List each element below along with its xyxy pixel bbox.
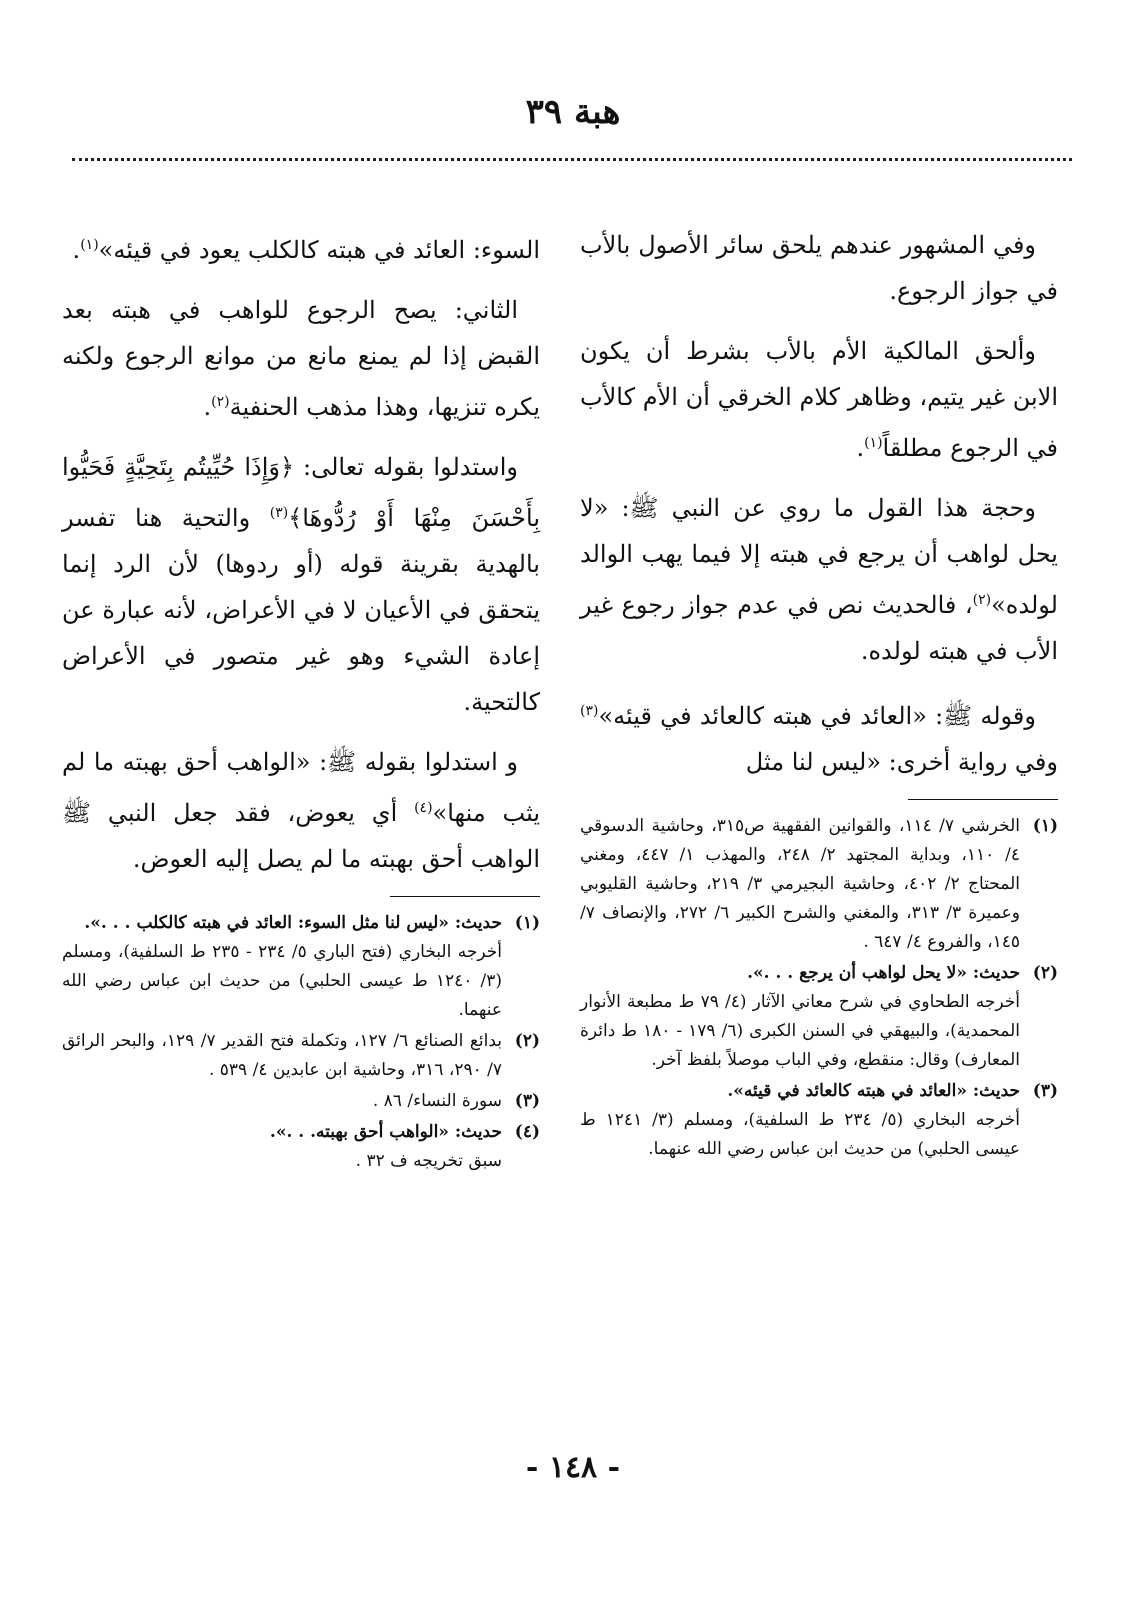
paragraph: الثاني: يصح الرجوع للواهب في هبته بعد القبض إذا لم يمنع مانع من موانع الرجوع ولكنه يكره تنزيها، وهذا مذهب الحنفية$^{(٢)}$.	[62, 296, 540, 421]
paragraph: السوء: العائد في هبته كالكلب يعود في قيئه»$^{(١)}$.	[72, 236, 540, 264]
footnote-ref: (٢)	[211, 394, 230, 410]
footnote-ref: (٤)	[414, 800, 433, 816]
page-title: هبة ٣٩	[525, 92, 621, 132]
footnote-separator	[390, 896, 540, 897]
right-column	[580, 222, 1058, 1166]
paragraph: وحجة هذا القول ما روي عن النبي ﷺ: «لا يحل لواهب أن يرجع في هبته إلا فيما يهب الوالد لولده»$^{(٢)}$، فالحديث نص في عدم جواز رجوع غير الأب في هبته لولده.	[580, 494, 1058, 665]
footnote: (٢) حديث: «لا يحل لواهب أن يرجع . . .». أخرجه الطحاوي في شرح معاني الآثار (٤/ ٧٩ ط مطبعة الأنوار المحمدية)، والبيهقي في السنن الكبرى (٦/ ١٧٩ - ١٨٠ ط دائرة المعارف) وقال: منقطع، وفي الباب موصلاً بلفظ آخر.	[580, 963, 1058, 1070]
footnote: (٣) حديث: «العائد في هبته كالعائد في قيئه». أخرجه البخاري (٥/ ٢٣٤ ط السلفية)، ومسلم (٣/ ١٢٤١ ط عيسى الحلبي) من حديث ابن عباس رضي الله عنهما.	[580, 1081, 1058, 1159]
paragraph: واستدلوا بقوله تعالى: ﴿وَإِذَا حُيِّيتُم بِتَحِيَّةٍ فَحَيُّوا بِأَحْسَنَ مِنْهَا أَوْ رُدُّوهَا﴾$^{(٣)}$ والتحية هنا تفسر بالهدية بقرينة قوله (أو ردوها) لأن الرد إنما يتحقق في الأعيان لا في الأعراض، لأنه عبارة عن إعادة الشيء وهو غير متصور في الأعراض كالتحية.	[62, 453, 540, 716]
footnote-ref: (١)	[80, 237, 99, 253]
page-number: - ١٤٨ -	[525, 1450, 621, 1485]
footnote-ref: (٣)	[269, 505, 289, 521]
footnote-ref: (٢)	[972, 592, 992, 608]
footnote: (١) الخرشي ٧/ ١١٤، والقوانين الفقهية ص٣١٥، وحاشية الدسوقي ٤/ ١١٠، وبداية المجتهد ٢/ ٢٤٨، والمهذب ١/ ٤٤٧، ومغني المحتاج ٢/ ٤٠٢، وحاشية البجيرمي ٣/ ٢١٩، وحاشية القليوبي وعميرة ٣/ ٣١٣، والمغني والشرح الكبير ٦/ ٢٧٢، والإنصاف ٧/ ١٤٥، والفروع ٤/ ٦٤٧ .	[580, 816, 1058, 952]
paragraph: وقوله ﷺ: «العائد في هبته كالعائد في قيئه»$^{(٣)}$ وفي رواية أخرى: «ليس لنا مثل	[580, 702, 1058, 776]
footnotes	[62, 909, 540, 1176]
paragraph: وألحق المالكية الأم بالأب بشرط أن يكون الابن غير يتيم، وظاهر كلام الخرقي أن الأم كالأب في الرجوع مطلقاً$^{(١)}$.	[580, 337, 1058, 462]
footnote: (٣) سورة النساء/ ٨٦ .	[372, 1091, 540, 1111]
dotted-divider	[72, 158, 1072, 161]
footnote: (٢) بدائع الصنائع ٦/ ١٢٧، وتكملة فتح القدير ٧/ ١٢٩، والبحر الرائق ٧/ ٢٩٠، ٣١٦، وحاشية ابن عابدين ٤/ ٥٣٩ .	[62, 1031, 540, 1080]
footnote-separator	[908, 799, 1058, 800]
footnote-ref: (١)	[864, 435, 883, 451]
footnote-ref: (٣)	[580, 703, 599, 719]
paragraph: و استدلوا بقوله ﷺ: «الواهب أحق بهبته ما لم يثب منها»$^{(٤)}$ أي يعوض، فقد جعل النبي ﷺ الواهب أحق بهبته ما لم يصل إليه العوض.	[62, 748, 540, 873]
paragraph: وفي المشهور عندهم يلحق سائر الأصول بالأب في جواز الرجوع.	[580, 231, 1058, 305]
footnote: (٤) حديث: «الواهب أحق بهبته. . .». سبق تخريجه ف ٣٢ .	[269, 1122, 540, 1171]
footnotes	[580, 812, 1058, 1164]
footnote: (١) حديث: «ليس لنا مثل السوء: العائد في هبته كالكلب . . .». أخرجه البخاري (فتح الباري ٥/ ٢٣٤ - ٢٣٥ ط السلفية)، ومسلم (٣/ ١٢٤٠ ط عيسى الحلبي) من حديث ابن عباس رضي الله عنهما.	[62, 913, 540, 1020]
left-column	[62, 222, 540, 1178]
